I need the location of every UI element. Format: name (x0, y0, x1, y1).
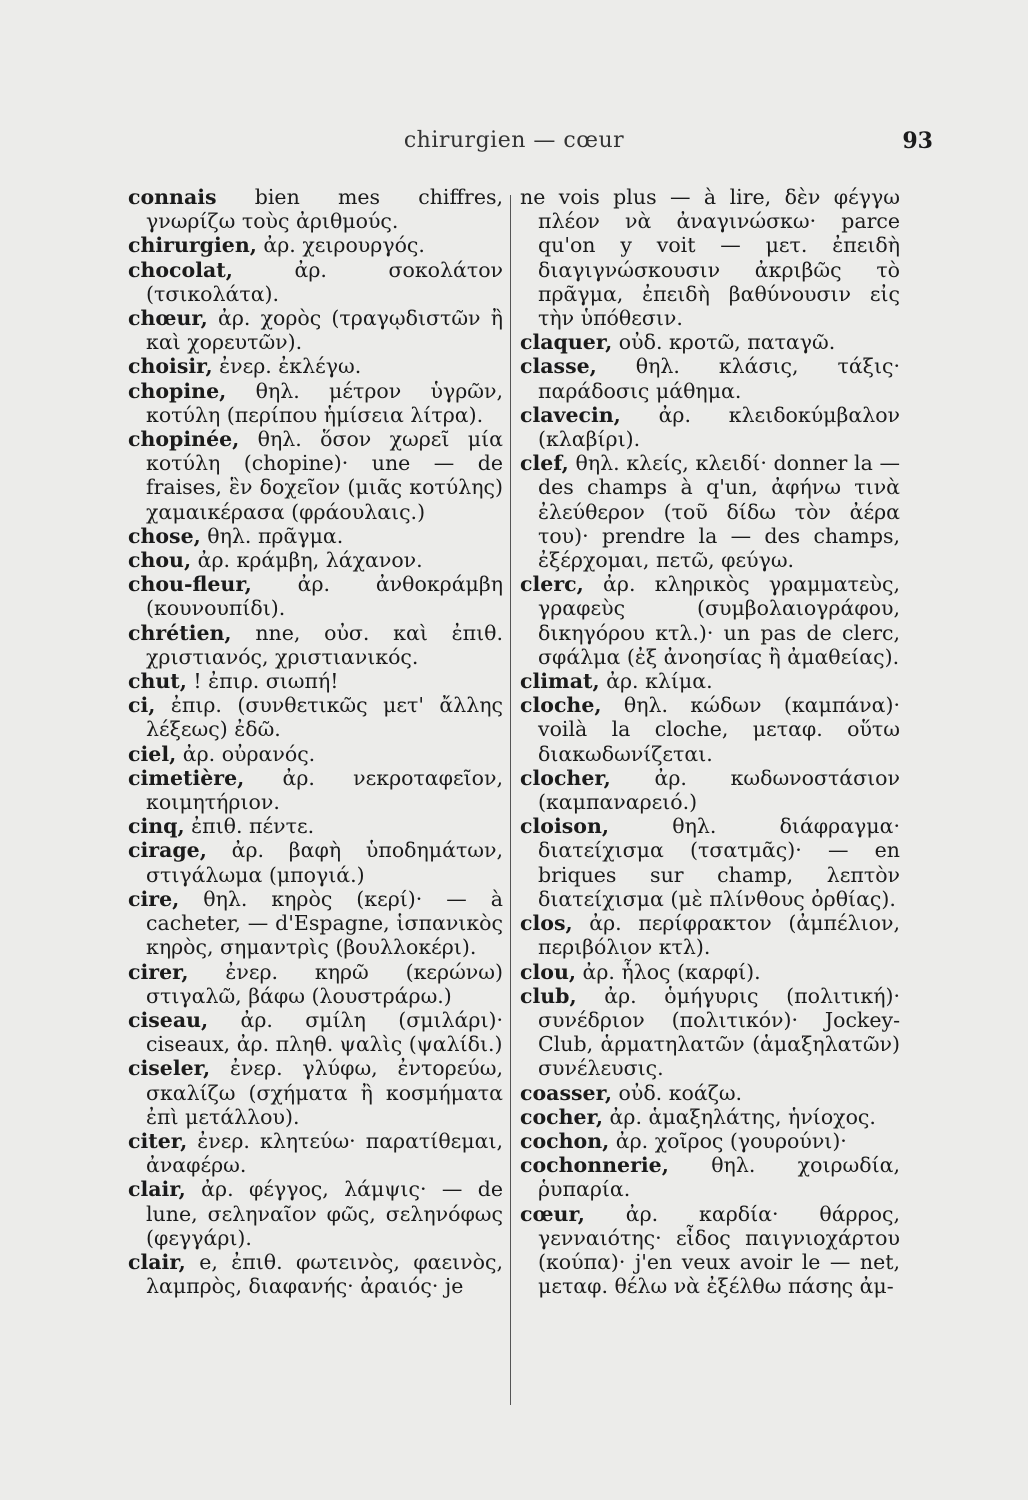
entry-definition: ἀρ. περίφρακτον (ἀμπέλιον, περιβόλιον κτλ). (538, 911, 900, 960)
entry-headword: cinq, (128, 814, 185, 839)
entry-definition: ἀρ. σμίλη (σμιλάρι)· ciseaux, ἀρ. πληθ. ψαλὶς (ψαλίδι.) (146, 1007, 503, 1057)
entry-definition: ἀρ. οὐρανός. (176, 741, 316, 766)
dictionary-entry (520, 572, 900, 669)
entry-definition: θηλ. κηρὸς (κερί)· — à cacheter, — d'Espagne, ἱσπανικὸς κηρὸς, σημαντρὶς (βουλλοκέρι). (146, 886, 503, 960)
entry-headword: ciseler, (128, 1056, 211, 1081)
dictionary-entry (128, 766, 503, 814)
entry-definition: θηλ. κλάσις, τάξις· παράδοσις μάθημα. (538, 354, 900, 403)
entry-definition: θηλ. πρᾶγμα. (200, 523, 344, 548)
entry-headword: clerc, (520, 572, 584, 597)
entry-definition: ! ἐπιρ. σιωπή! (186, 669, 339, 694)
entry-definition: οὐδ. κροτῶ, παταγῶ. (612, 330, 836, 355)
entry-definition: θηλ. διάφραγμα· διατείχισμα (τσατμᾶς)· — en briques sur champ, λεπτὸν διατείχισμα (μὲ πλίνθους ὀρθίας). (538, 814, 900, 911)
entry-headword: chœur, (128, 306, 208, 331)
dictionary-entry (520, 814, 900, 911)
dictionary-entry (520, 451, 900, 572)
entry-headword: choisir, (128, 354, 213, 379)
entry-headword: chou-fleur, (128, 572, 252, 597)
entry-headword: connais (128, 185, 217, 209)
entry-headword: cirer, (128, 959, 189, 984)
entry-definition: θηλ. ὅσον χωρεῖ μία κοτύλη (chopine)· une — de fraises, ἓν δοχεῖον (μιᾶς κοτύλης) χαμαικέρασα (φράουλαις.) (146, 427, 503, 524)
entry-headword: club, (520, 983, 577, 1008)
dictionary-entry (128, 258, 503, 306)
dictionary-entry (520, 330, 900, 354)
dictionary-entry (128, 548, 503, 572)
right-column (520, 185, 900, 1500)
entry-headword: cœur, (520, 1201, 585, 1226)
entry-definition: ne vois plus — à lire, δὲν φέγγω πλέον νὰ ἀναγινώσκω· parce qu'on y voit — μετ. ἐπειδὴ διαγιγνώσκουσιν ἀκριβῶς τὸ πρᾶγμα, ἐπειδὴ βαθύνουσιν εἰς τὴν ὑπόθεσιν. (520, 185, 900, 331)
dictionary-entry (128, 814, 503, 838)
entry-definition: θηλ. κλείς, κλειδί· donner la — des champs à q'un, ἀφήνω τινὰ ἐλεύθερον (τοῦ δίδω τὸν ἀέρα του)· prendre la — des champs, ἐξέρχομαι, πετῶ, φεύγω. (538, 451, 900, 573)
left-column (128, 185, 503, 1500)
dictionary-entry (520, 1105, 900, 1129)
dictionary-entry (520, 1153, 900, 1201)
entry-headword: clocher, (520, 765, 611, 790)
dictionary-entry (128, 669, 503, 693)
entry-definition: θηλ. μέτρον ὑγρῶν, κοτύλη (περίπου ἡμίσεια λίτρα). (146, 378, 503, 427)
entry-definition: ἀρ. κωδωνοστάσιον (καμπαναρειό.) (538, 765, 900, 815)
dictionary-entry (128, 1177, 503, 1250)
entry-headword: citer, (128, 1128, 188, 1153)
dictionary-entry (520, 1129, 900, 1153)
dictionary-entry (128, 524, 503, 548)
dictionary-entry (128, 838, 503, 886)
dictionary-entry (520, 354, 900, 402)
dictionary-entry (520, 403, 900, 451)
entry-headword: cire, (128, 886, 180, 911)
dictionary-entry (520, 693, 900, 766)
dictionary-entry (128, 621, 503, 669)
dictionary-entry (520, 1202, 900, 1299)
entry-headword: chocolat, (128, 257, 233, 282)
entry-definition: e, ἐπιθ. φωτεινὸς, φαεινὸς, λαμπρὸς, διαφανής· ἀραιός· je (146, 1249, 503, 1299)
entry-headword: climat, (520, 669, 600, 694)
entry-headword: claquer, (520, 330, 613, 355)
entry-headword: cochonnerie, (520, 1153, 669, 1178)
dictionary-entry (128, 960, 503, 1008)
entry-headword: clos, (520, 911, 573, 936)
entry-definition: ἀρ. χορὸς (τραγῳδιστῶν ἢ καὶ χορευτῶν). (146, 306, 503, 355)
entry-headword: classe, (520, 354, 597, 379)
entry-definition: ἀρ. καρδία· θάρρος, γενναιότης· εἶδος παιγνιοχάρτου (κούπα)· j'en veux avoir le — net, μεταφ. θέλω νὰ ἐξέλθω πάσης ἀμ- (538, 1201, 900, 1299)
dictionary-entry (128, 887, 503, 960)
dictionary-entry (128, 693, 503, 741)
entry-definition: ἀρ. κράμβη, λάχανον. (191, 548, 423, 573)
entry-headword: cloison, (520, 814, 609, 839)
dictionary-entry (520, 984, 900, 1081)
dictionary-entry (128, 1129, 503, 1177)
entry-definition: ἀρ. χοῖρος (γουρούνι)· (609, 1128, 847, 1153)
entry-definition: θηλ. κώδων (καμπάνα)· voilà la cloche, μεταφ. οὕτω διακωδωνίζεται. (538, 693, 900, 766)
entry-definition: ἐπιθ. πέντε. (184, 814, 315, 839)
entry-headword: chose, (128, 523, 201, 548)
dictionary-entry (520, 960, 900, 984)
entry-definition: ἀρ. βαφὴ ὑποδημάτων, στιγάλωμα (μπογιά.) (146, 838, 503, 887)
entry-definition: bien mes chiffres, γνωρίζω τοὺς ἀριθμούς. (146, 185, 503, 234)
running-title: chirurgien — cœur (403, 128, 625, 153)
entry-headword: clou, (520, 959, 576, 984)
entry-headword: chrétien, (128, 620, 232, 645)
dictionary-entry (128, 572, 503, 620)
dictionary-entry (128, 233, 503, 257)
entry-definition: οὐδ. κοάζω. (612, 1080, 743, 1105)
entry-headword: clair, (128, 1249, 186, 1274)
entry-headword: chou, (128, 548, 192, 573)
dictionary-entry (128, 354, 503, 378)
dictionary-entry (128, 1008, 503, 1056)
entry-definition: ἀρ. χειρουργός. (256, 233, 425, 258)
entry-headword: chut, (128, 669, 187, 694)
entry-headword: cocher, (520, 1104, 604, 1129)
entry-headword: coasser, (520, 1080, 613, 1105)
entry-definition: ἀρ. κληρικὸς γραμματεὺς, γραφεὺς (συμβολαιογράφου, δικηγόρου κτλ.)· un pas de clerc, σφάλμα (ἐξ ἀνοησίας ἢ ἀμαθείας). (538, 572, 900, 669)
page-number: 93 (902, 128, 933, 154)
dictionary-entry (520, 911, 900, 959)
entry-definition: ἐνερ. ἐκλέγω. (212, 354, 362, 379)
entry-definition: ἀρ. νεκροταφεῖον, κοιμητήριον. (146, 765, 503, 815)
entry-definition: ἐνερ. κηρῶ (κερώνω) στιγαλῶ, βάφω (λουστράρω.) (146, 959, 503, 1008)
dictionary-entry (128, 742, 503, 766)
entry-headword: chopinée, (128, 427, 240, 452)
entry-definition: ἀρ. φέγγος, λάμψις· — de lune, σεληναῖον φῶς, σεληνόφως (φεγγάρι). (146, 1177, 503, 1250)
entry-definition: nne, οὐσ. καὶ ἐπιθ. χριστιανός, χριστιανικός. (146, 620, 503, 669)
entry-definition: ἐνερ. γλύφω, ἐντορεύω, σκαλίζω (σχήματα ἢ κοσμήματα ἐπὶ μετάλλου). (146, 1056, 503, 1129)
entry-headword: cimetière, (128, 765, 245, 790)
entry-definition: θηλ. χοιρωδία, ῥυπαρία. (538, 1153, 900, 1202)
entry-headword: ci, (128, 693, 156, 718)
column-divider (510, 195, 511, 1405)
entry-headword: chopine, (128, 378, 227, 403)
entry-definition: ἀρ. κλίμα. (599, 669, 713, 694)
entry-definition: ἀρ. κλειδοκύμβαλον (κλαβίρι). (538, 402, 900, 452)
entry-headword: ciseau, (128, 1007, 209, 1032)
entry-definition: ἀρ. ἀνθοκράμβη (κουνουπίδι). (146, 572, 503, 621)
entry-definition: ἐπιρ. (συνθετικῶς μετ' ἄλλης λέξεως) ἐδῶ. (146, 693, 503, 742)
entry-headword: clef, (520, 451, 569, 476)
entry-headword: chirurgien, (128, 233, 257, 258)
dictionary-entry (128, 1250, 503, 1298)
dictionary-entry (520, 185, 900, 330)
entry-definition: ἀρ. ἁμαξηλάτης, ἡνίοχος. (603, 1104, 876, 1129)
entry-definition: ἀρ. σοκολάτον (τσικολάτα). (146, 257, 503, 306)
dictionary-entry (128, 185, 503, 233)
dictionary-entry (128, 379, 503, 427)
entry-headword: ciel, (128, 741, 177, 766)
entry-headword: clavecin, (520, 402, 621, 427)
dictionary-entry (520, 1081, 900, 1105)
entry-headword: cochon, (520, 1128, 610, 1153)
page-header (0, 128, 1028, 168)
dictionary-entry (128, 1056, 503, 1129)
entry-definition: ἐνερ. κλητεύω· παρατίθεμαι, ἀναφέρω. (146, 1128, 503, 1178)
entry-definition: ἀρ. ὁμήγυρις (πολιτική)· συνέδριον (πολιτικόν)· Jockey-Club, ἁρματηλατῶν (ἁμαξηλατῶν) συνέλευσις. (538, 983, 900, 1081)
dictionary-entry (128, 427, 503, 524)
entry-headword: clair, (128, 1177, 186, 1202)
entry-definition: ἀρ. ἧλος (καρφί). (576, 959, 761, 984)
entry-headword: cirage, (128, 838, 207, 863)
dictionary-entry (128, 306, 503, 354)
dictionary-entry (520, 669, 900, 693)
dictionary-entry (520, 766, 900, 814)
entry-headword: cloche, (520, 693, 602, 718)
